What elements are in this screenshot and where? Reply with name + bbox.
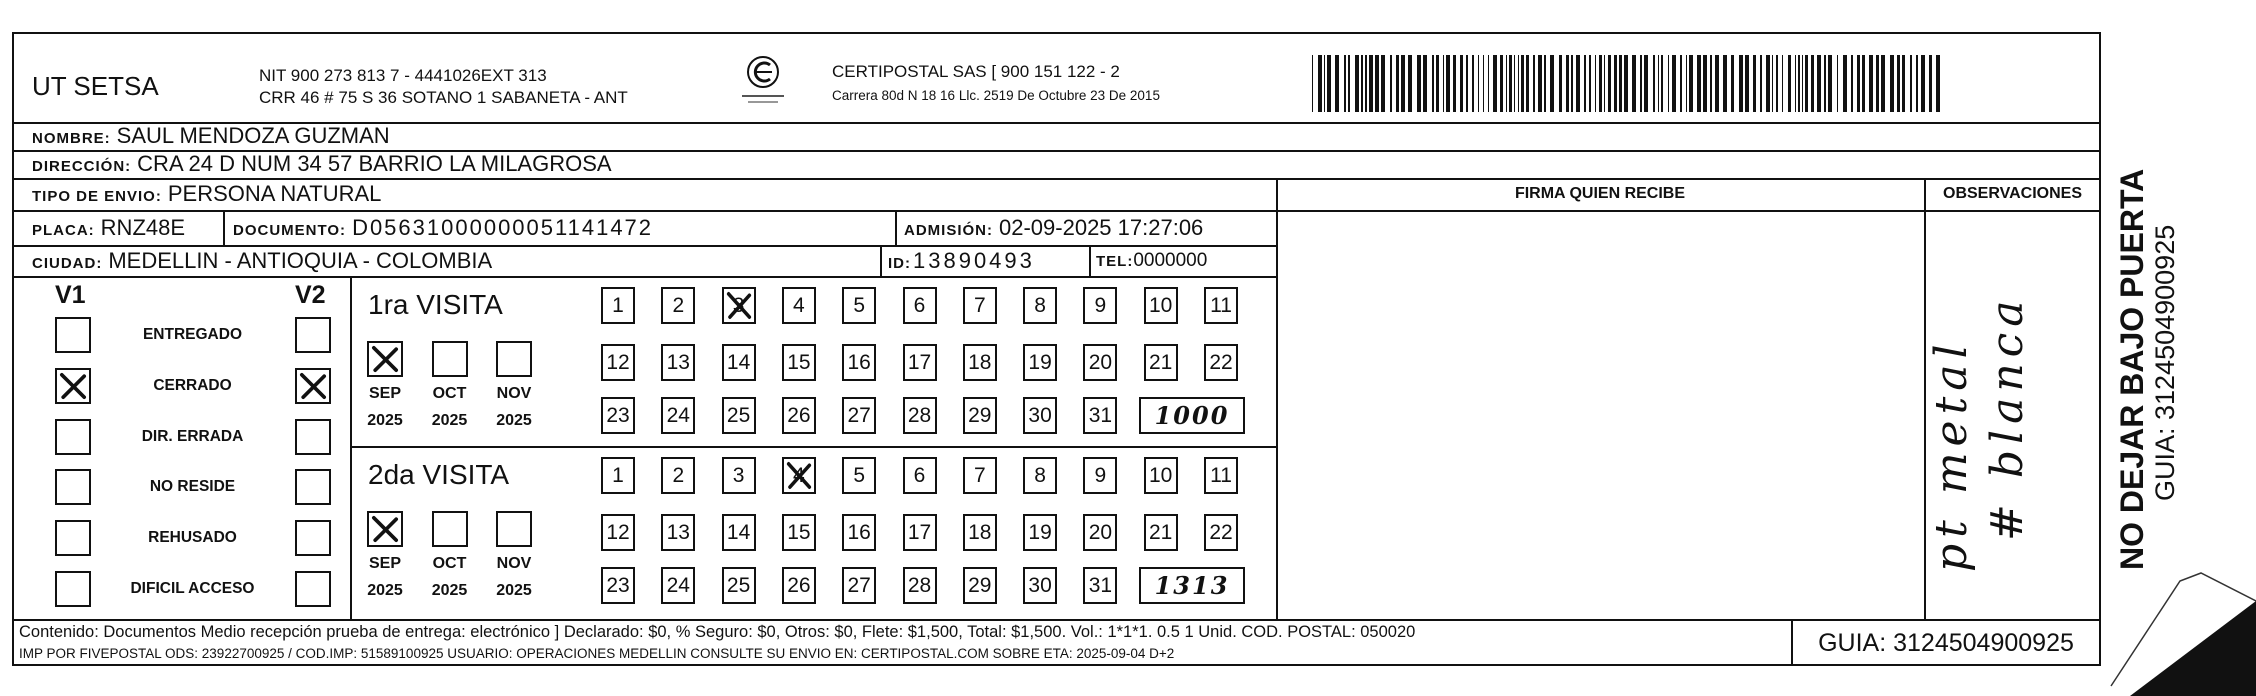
visit-1-day-13[interactable] — [661, 344, 695, 381]
side-warning: NO DEJAR BAJO PUERTA — [2114, 168, 2150, 570]
visit-2-handwritten-box[interactable]: 1313 — [1139, 567, 1245, 604]
visit-1-day-12[interactable] — [601, 344, 635, 381]
visit-1-day-6[interactable] — [903, 287, 937, 324]
day-number: 27 — [847, 574, 871, 597]
visit-2-day-24[interactable] — [661, 567, 695, 604]
v2-checkbox-entregado[interactable] — [295, 317, 331, 353]
nombre-label: NOMBRE: — [32, 130, 111, 147]
status-label-dir-errada: DIR. ERRADA — [141, 427, 244, 445]
visit-1-day-17[interactable] — [903, 344, 937, 381]
day-number: 15 — [787, 351, 811, 374]
nombre-value: SAUL MENDOZA GUZMAN — [116, 123, 390, 148]
ciudad-value: MEDELLIN - ANTIOQUIA - COLOMBIA — [108, 248, 493, 273]
visit-1-day-30[interactable] — [1023, 397, 1057, 434]
visit-2-month-oct-checkbox[interactable] — [432, 511, 468, 547]
visit-1-day-19[interactable] — [1023, 344, 1057, 381]
day-number: 22 — [1209, 521, 1233, 544]
day-number: 28 — [907, 404, 932, 427]
admision-label: ADMISIÓN: — [904, 222, 993, 239]
visit-title-2: 2da VISITA — [368, 459, 510, 490]
day-number: 1 — [612, 294, 624, 317]
v2-checkbox-dir-errada[interactable] — [295, 419, 331, 455]
day-number: 4 — [793, 294, 805, 317]
visit-1-month-label: OCT — [432, 385, 467, 402]
day-number: 3 — [732, 294, 745, 317]
visit-1-day-10[interactable] — [1144, 287, 1178, 324]
visit-1-month-label: SEP — [368, 385, 401, 402]
visit-2-day-6[interactable] — [903, 457, 937, 494]
admision-value: 02-09-2025 17:27:06 — [999, 215, 1204, 240]
divider — [1276, 178, 1278, 619]
day-number: 5 — [853, 294, 866, 317]
day-number: 30 — [1028, 574, 1052, 597]
day-number: 2 — [672, 464, 685, 487]
row-tipo-envio — [12, 178, 1276, 210]
x-mark-icon — [371, 345, 399, 373]
visit-1-day-29[interactable] — [963, 397, 997, 434]
day-number: 18 — [968, 521, 992, 544]
v2-checkbox-rehusado[interactable] — [295, 520, 331, 556]
visit-2-day-22[interactable] — [1204, 514, 1238, 551]
direccion-label: DIRECCIÓN: — [32, 158, 132, 175]
visit-1-day-16[interactable] — [842, 344, 876, 381]
day-number: 12 — [606, 351, 630, 374]
visit-1-day-24[interactable] — [661, 397, 695, 434]
day-number: 16 — [847, 351, 871, 374]
visit-1-day-1[interactable] — [601, 287, 635, 324]
cell-admision — [895, 210, 1276, 245]
row-direccion — [12, 150, 2101, 178]
footer-imp: IMP POR FIVEPOSTAL ODS: 23922700925 / COD.IMP: 51589100925 USUARIO: OPERACIONES MEDELLIN CONSULTE SU ENVIO EN: CERTIPOSTAL.COM SOBRE ETA: 2025-09-04 D+2 — [19, 646, 1175, 661]
v1-checkbox-dificil-acceso[interactable] — [55, 571, 91, 607]
visit-2-month-nov-checkbox[interactable] — [496, 511, 532, 547]
day-number: 8 — [1034, 294, 1046, 317]
visit-1-day-25[interactable] — [722, 397, 756, 434]
day-number: 27 — [847, 404, 871, 427]
cell-documento — [223, 210, 895, 245]
scan-edge-artifact — [2090, 560, 2256, 696]
day-number: 7 — [973, 294, 986, 317]
v1-checkbox-cerrado[interactable] — [55, 368, 91, 404]
visit-1-day-27[interactable] — [842, 397, 876, 434]
day-number: 12 — [606, 521, 630, 544]
day-number: 6 — [913, 294, 926, 317]
day-number: 11 — [1210, 464, 1232, 487]
day-number: 19 — [1028, 351, 1052, 374]
visit-2-day-15[interactable] — [782, 514, 816, 551]
visit-2-day-21[interactable] — [1144, 514, 1178, 551]
divider — [12, 619, 2101, 621]
day-number: 25 — [726, 574, 751, 597]
visit-2-day-8[interactable] — [1023, 457, 1057, 494]
visit-1-day-8[interactable] — [1023, 287, 1057, 324]
documento-label: DOCUMENTO: — [233, 222, 347, 239]
day-number: 15 — [787, 521, 811, 544]
day-number: 21 — [1149, 521, 1173, 544]
v1-checkbox-rehusado[interactable] — [55, 520, 91, 556]
cell-placa — [12, 210, 223, 245]
documento-value: D05631000000051141472 — [352, 215, 654, 240]
day-number: 9 — [1094, 464, 1107, 487]
visit-2-day-4[interactable] — [782, 457, 816, 494]
visit-divider — [350, 446, 1276, 448]
visit-1-day-5[interactable] — [842, 287, 876, 324]
firma-header: FIRMA QUIEN RECIBE — [1514, 185, 1686, 202]
visit-1-day-28[interactable] — [903, 397, 937, 434]
day-number: 23 — [606, 574, 630, 597]
day-number: 11 — [1210, 294, 1232, 317]
certipostal-logo-icon — [740, 52, 786, 112]
placa-label: PLACA: — [32, 222, 95, 239]
visit-2-day-19[interactable] — [1023, 514, 1057, 551]
visit-2-day-7[interactable] — [963, 457, 997, 494]
day-number: 31 — [1088, 574, 1113, 597]
visit-1-day-21[interactable] — [1144, 344, 1178, 381]
day-number: 26 — [787, 404, 811, 427]
visit-2-day-10[interactable] — [1144, 457, 1178, 494]
tel-label: TEL: — [1096, 253, 1134, 270]
visit-2-year-label: 2025 — [367, 582, 403, 599]
company-name: UT SETSA — [32, 71, 159, 101]
observaciones-header: OBSERVACIONES — [1943, 185, 2082, 202]
day-number: 21 — [1149, 351, 1173, 374]
visit-2-day-12[interactable] — [601, 514, 635, 551]
cell-ciudad — [12, 245, 880, 276]
status-label-cerrado: CERRADO — [153, 376, 232, 394]
observaciones-handwritten-line-2: # blanca — [1982, 294, 2033, 542]
side-guia: GUIA: 3124504900925 — [2150, 224, 2180, 502]
visit-2-month-label: OCT — [432, 555, 467, 572]
day-number: 29 — [968, 574, 992, 597]
day-number: 26 — [787, 574, 811, 597]
visit-1-year-label: 2025 — [431, 412, 468, 429]
cell-id — [880, 245, 1089, 276]
visit-1-month-nov-checkbox[interactable] — [496, 341, 532, 377]
visit-2-day-25[interactable] — [722, 567, 756, 604]
tel-value: 0000000 — [1133, 250, 1208, 271]
x-mark-icon — [726, 291, 752, 320]
cell-tel — [1089, 245, 1276, 276]
day-number: 14 — [726, 351, 751, 374]
visit-1-day-20[interactable] — [1083, 344, 1117, 381]
x-mark-icon — [786, 461, 812, 490]
visit-1-month-oct-checkbox[interactable] — [432, 341, 468, 377]
visit-1-day-9[interactable] — [1083, 287, 1117, 324]
v2-header: V2 — [295, 281, 326, 309]
visit-2-day-16[interactable] — [842, 514, 876, 551]
observaciones-handwritten-line-1: pt metal — [1926, 338, 1977, 572]
visit-2-day-28[interactable] — [903, 567, 937, 604]
day-number: 6 — [913, 464, 926, 487]
x-mark-icon — [299, 372, 327, 400]
day-number: 22 — [1209, 351, 1233, 374]
visit-2-day-14[interactable] — [722, 514, 756, 551]
visit-2-day-17[interactable] — [903, 514, 937, 551]
visit-2-day-26[interactable] — [782, 567, 816, 604]
day-number: 10 — [1149, 464, 1173, 487]
day-number: 9 — [1094, 294, 1107, 317]
visit-1-day-14[interactable] — [722, 344, 756, 381]
v2-checkbox-no-reside[interactable] — [295, 469, 331, 505]
v2-checkbox-cerrado[interactable] — [295, 368, 331, 404]
day-number: 3 — [732, 464, 745, 487]
tipo-envio-value: PERSONA NATURAL — [167, 181, 382, 206]
visit-2-day-30[interactable] — [1023, 567, 1057, 604]
day-number: 10 — [1149, 294, 1173, 317]
day-number: 31 — [1088, 404, 1113, 427]
footer-contenido: Contenido: Documentos Medio recepción prueba de entrega: electrónico ] Declarado: $0, % Seguro: $0, Otros: $0, Flete: $1,500, Total: $1,500. Vol.: 1*1*1. 0.5 1 Unid. COD. POSTAL: 050020 — [19, 623, 1416, 641]
day-number: 20 — [1088, 521, 1113, 544]
x-mark-icon — [59, 372, 87, 400]
visit-1-day-2[interactable] — [661, 287, 695, 324]
v1-header: V1 — [55, 281, 86, 309]
day-number: 13 — [666, 351, 690, 374]
visit-1-day-23[interactable] — [601, 397, 635, 434]
visit-2-day-20[interactable] — [1083, 514, 1117, 551]
day-number: 4 — [793, 464, 805, 487]
visit-2-day-5[interactable] — [842, 457, 876, 494]
day-number: 1 — [612, 464, 624, 487]
placa-value: RNZ48E — [100, 215, 186, 240]
day-number: 7 — [973, 464, 986, 487]
visit-2-day-3[interactable] — [722, 457, 756, 494]
visit-1-day-7[interactable] — [963, 287, 997, 324]
carrier-name: CERTIPOSTAL SAS [ 900 151 122 - 2 — [832, 62, 1120, 81]
visit-2-day-29[interactable] — [963, 567, 997, 604]
visit-2-day-18[interactable] — [963, 514, 997, 551]
id-label: ID: — [888, 255, 911, 272]
day-number: 24 — [666, 404, 690, 427]
visit-1-month-label: NOV — [496, 385, 532, 402]
visit-1-day-11[interactable] — [1204, 287, 1238, 324]
day-number: 25 — [726, 404, 751, 427]
ciudad-label: CIUDAD: — [32, 255, 103, 272]
day-number: 18 — [968, 351, 992, 374]
visit-1-day-31[interactable] — [1083, 397, 1117, 434]
day-number: 2 — [672, 294, 685, 317]
visit-2-year-label: 2025 — [431, 582, 468, 599]
visit-2-month-label: SEP — [368, 555, 401, 572]
visit-2-month-label: NOV — [496, 555, 532, 572]
day-number: 23 — [606, 404, 630, 427]
day-number: 28 — [907, 574, 932, 597]
visit-1-day-26[interactable] — [782, 397, 816, 434]
day-number: 17 — [907, 521, 932, 544]
day-number: 19 — [1028, 521, 1052, 544]
visit-1-year-label: 2025 — [367, 412, 403, 429]
status-label-rehusado: REHUSADO — [148, 529, 237, 547]
divider — [12, 276, 1276, 278]
company-nit: NIT 900 273 813 7 - 4441026EXT 313 — [259, 66, 547, 85]
visit-2-day-27[interactable] — [842, 567, 876, 604]
day-number: 5 — [853, 464, 866, 487]
day-number: 17 — [907, 351, 932, 374]
divider — [350, 276, 352, 619]
visit-2-day-9[interactable] — [1083, 457, 1117, 494]
visit-1-month-sep-checkbox[interactable] — [367, 341, 403, 377]
visit-1-year-label: 2025 — [496, 412, 532, 429]
visit-2-day-1[interactable] — [601, 457, 635, 494]
row-nombre — [12, 122, 2101, 150]
visit-2-day-13[interactable] — [661, 514, 695, 551]
tipo-envio-label: TIPO DE ENVIO: — [32, 188, 162, 205]
x-mark-icon — [371, 515, 399, 543]
v2-checkbox-dificil-acceso[interactable] — [295, 571, 331, 607]
day-number: 24 — [666, 574, 690, 597]
visit-1-day-18[interactable] — [963, 344, 997, 381]
visit-2-day-11[interactable] — [1204, 457, 1238, 494]
status-label-entregado: ENTREGADO — [142, 326, 243, 343]
footer-guia: GUIA: 3124504900925 — [1818, 629, 2074, 657]
direccion-value: CRA 24 D NUM 34 57 BARRIO LA MILAGROSA — [137, 151, 612, 176]
status-label-dificil-acceso: DIFICIL ACCESO — [130, 580, 255, 597]
day-number: 29 — [968, 404, 992, 427]
day-number: 14 — [726, 521, 751, 544]
visit-title-1: 1ra VISITA — [368, 289, 503, 320]
day-number: 13 — [666, 521, 690, 544]
visit-2-month-sep-checkbox[interactable] — [367, 511, 403, 547]
company-address: CRR 46 # 75 S 36 SOTANO 1 SABANETA - ANT — [259, 88, 628, 107]
day-number: 30 — [1028, 404, 1052, 427]
day-number: 8 — [1034, 464, 1046, 487]
visit-1-day-15[interactable] — [782, 344, 816, 381]
visit-1-handwritten-box[interactable]: 1000 — [1139, 397, 1245, 434]
barcode — [1312, 55, 1945, 112]
status-label-no-reside: NO RESIDE — [149, 478, 236, 496]
visit-2-day-2[interactable] — [661, 457, 695, 494]
visit-2-day-31[interactable] — [1083, 567, 1117, 604]
visit-2-year-label: 2025 — [496, 582, 532, 599]
visit-1-day-22[interactable] — [1204, 344, 1238, 381]
visit-2-day-23[interactable] — [601, 567, 635, 604]
day-number: 16 — [847, 521, 871, 544]
day-number: 20 — [1088, 351, 1113, 374]
v1-checkbox-entregado[interactable] — [55, 317, 91, 353]
carrier-address: Carrera 80d N 18 16 Llc. 2519 De Octubre 23 De 2015 — [832, 88, 1160, 103]
v1-checkbox-no-reside[interactable] — [55, 469, 91, 505]
visit-1-day-4[interactable] — [782, 287, 816, 324]
id-value: 13890493 — [913, 248, 1035, 273]
visit-1-day-3[interactable] — [722, 287, 756, 324]
v1-checkbox-dir-errada[interactable] — [55, 419, 91, 455]
